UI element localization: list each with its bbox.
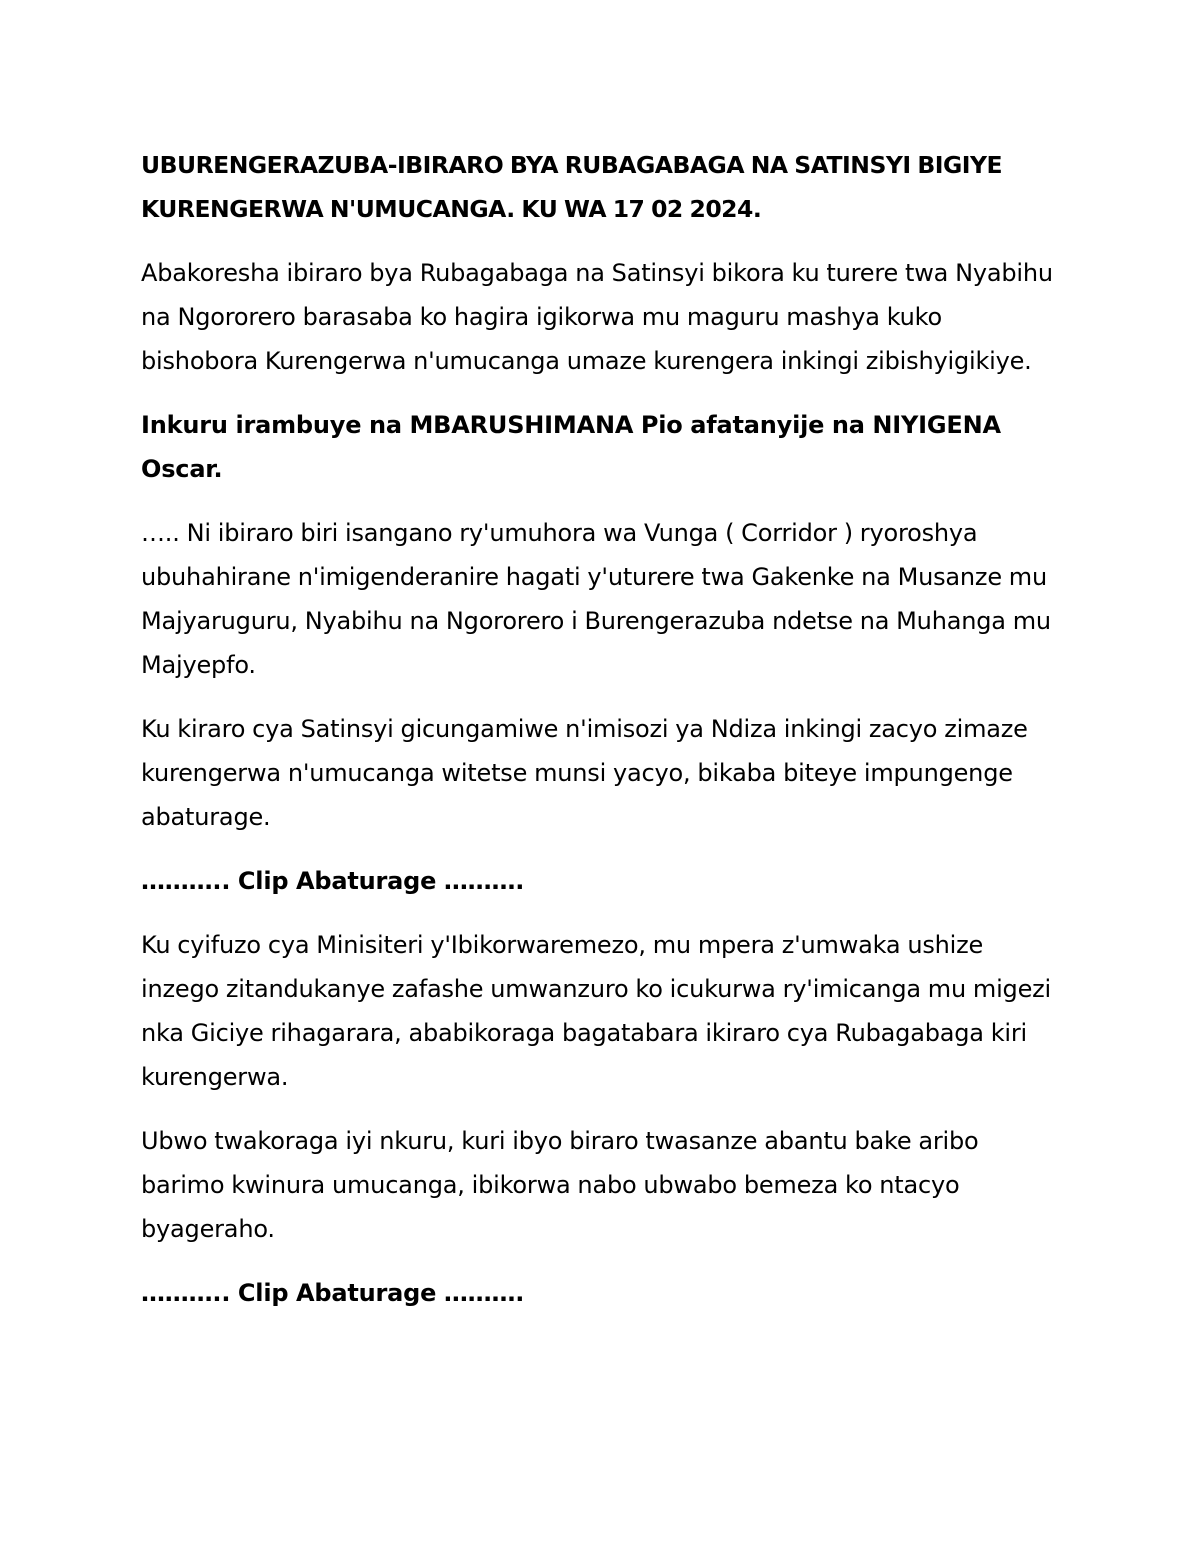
clip-marker-2: ……….. Clip Abaturage ………. (141, 1279, 525, 1307)
paragraph-satinsyi-bridge: Ku kiraro cya Satinsyi gicungamiwe n'imisozi ya Ndiza inkingi zacyo zimaze kurengerwa n'umucanga witetse munsi yacyo, bikaba biteye impungenge abaturage. (141, 715, 1028, 831)
paragraph-byline: Inkuru irambuye na MBARUSHIMANA Pio afatanyije na NIYIGENA Oscar. (141, 411, 1001, 483)
document-body (141, 143, 1061, 1335)
paragraph-intro: Abakoresha ibiraro bya Rubagabaga na Satinsyi bikora ku turere twa Nyabihu na Ngororero barasaba ko hagira igikorwa mu maguru mashya kuko bishobora Kurengerwa n'umucanga umaze kurengera inkingi zibishyigikiye. (141, 259, 1053, 375)
clip-marker-1: ……….. Clip Abaturage ………. (141, 867, 525, 895)
document-title: UBURENGERAZUBA-IBIRARO BYA RUBAGABAGA NA SATINSYI BIGIYE KURENGERWA N'UMUCANGA. KU WA 17 02 2024. (141, 151, 1003, 223)
paragraph-bridges-corridor: ….. Ni ibiraro biri isangano ry'umuhora wa Vunga ( Corridor ) ryoroshya ubuhahirane n'imigenderanire hagati y'uturere twa Gakenke na Musanze mu Majyaruguru, Nyabihu na Ngororero i Burengerazuba ndetse na Muhanga mu Majyepfo. (141, 519, 1051, 679)
paragraph-ministry-decision: Ku cyifuzo cya Minisiteri y'Ibikorwaremezo, mu mpera z'umwaka ushize inzego zitandukanye zafashe umwanzuro ko icukurwa ry'imicanga mu migezi nka Giciye rihagarara, ababikoraga bagatabara ikiraro cya Rubagabaga kiri kurengerwa. (141, 931, 1052, 1091)
paragraph-reporting: Ubwo twakoraga iyi nkuru, kuri ibyo biraro twasanze abantu bake aribo barimo kwinura umucanga, ibikorwa nabo ubwabo bemeza ko ntacyo byageraho. (141, 1127, 979, 1243)
